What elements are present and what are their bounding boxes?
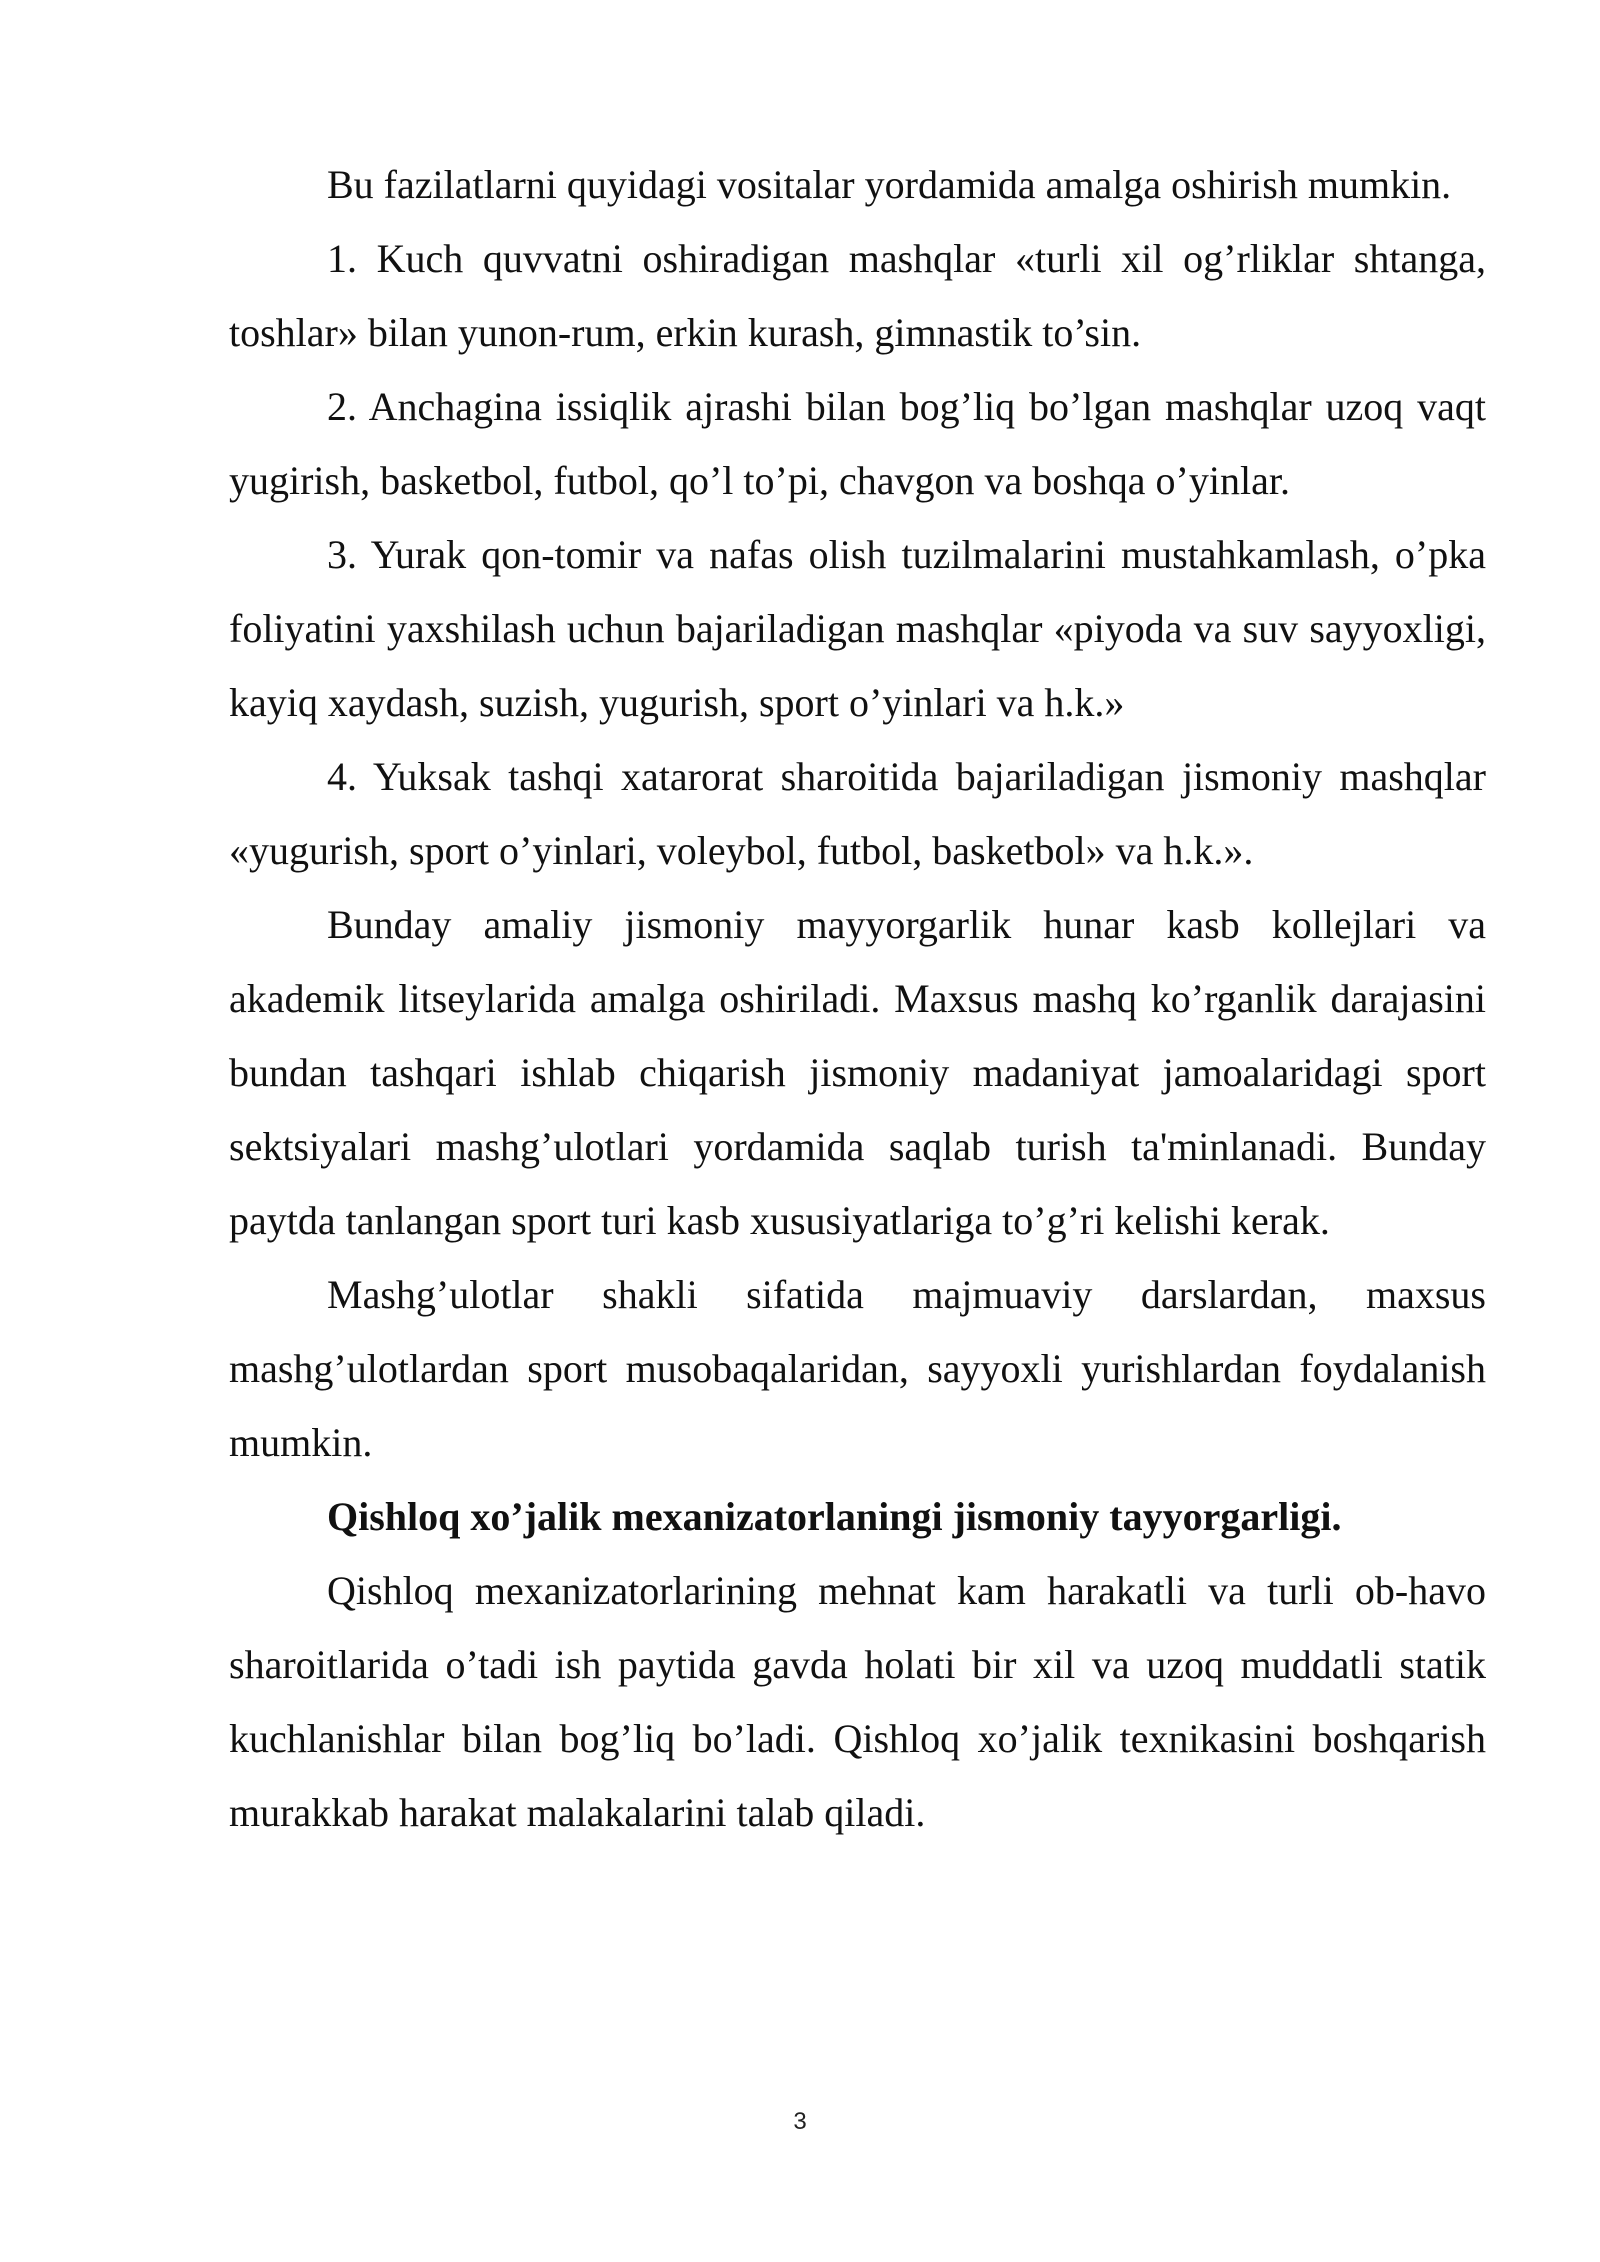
- paragraph-item-1: 1. Kuch quvvatni oshiradigan mashqlar «turli xil og’rliklar shtanga, toshlar» bilan yunon-rum, erkin kurash, gimnastik to’sin.: [229, 236, 1486, 355]
- paragraph-training: Bunday amaliy jismoniy mayyorgarlik hunar kasb kollejlari va akademik litseylarida amalga oshiriladi. Maxsus mashq ko’rganlik darajasini bundan tashqari ishlab chiqarish jismoniy madaniyat jamoalaridagi sport sektsiyalari mashg’ulotlari yordamida saqlab turish ta'minlanadi. Bunday paytda tanlangan sport turi kasb xususiyatlariga to’g’ri kelishi kerak.: [229, 902, 1486, 1243]
- section-heading: Qishloq xo’jalik mexanizatorlaningi jismoniy tayyorgarligi.: [327, 1494, 1342, 1539]
- paragraph-mechanizers: Qishloq mexanizatorlarining mehnat kam harakatli va turli ob-havo sharoitlarida o’tadi ish paytida gavda holati bir xil va uzoq muddatli statik kuchlanishlar bilan bog’liq bo’ladi. Qishloq xo’jalik texnikasini boshqarish murakkab harakat malakalarini talab qiladi.: [229, 1568, 1486, 1835]
- paragraph-item-2: 2. Anchagina issiqlik ajrashi bilan bog’liq bo’lgan mashqlar uzoq vaqt yugirish, basketbol, futbol, qo’l to’pi, chavgon va boshqa o’yinlar.: [229, 384, 1486, 503]
- body-text: [229, 148, 1486, 1850]
- page-number: 3: [793, 2108, 807, 2135]
- paragraph-forms: Mashg’ulotlar shakli sifatida majmuaviy darslardan, maxsus mashg’ulotlardan sport musobaqalaridan, sayyoxli yurishlardan foydalanish mumkin.: [229, 1272, 1486, 1465]
- paragraph-intro: Bu fazilatlarni quyidagi vositalar yordamida amalga oshirish mumkin.: [327, 162, 1452, 207]
- paragraph-item-3: 3. Yurak qon-tomir va nafas olish tuzilmalarini mustahkamlash, o’pka foliyatini yaxshilash uchun bajariladigan mashqlar «piyoda va suv sayyoxligi, kayiq xaydash, suzish, yugurish, sport o’yinlari va h.k.»: [229, 532, 1486, 725]
- paragraph-item-4: 4. Yuksak tashqi xatarorat sharoitida bajariladigan jismoniy mashqlar «yugurish, sport o’yinlari, voleybol, futbol, basketbol» va h.k.».: [229, 754, 1486, 873]
